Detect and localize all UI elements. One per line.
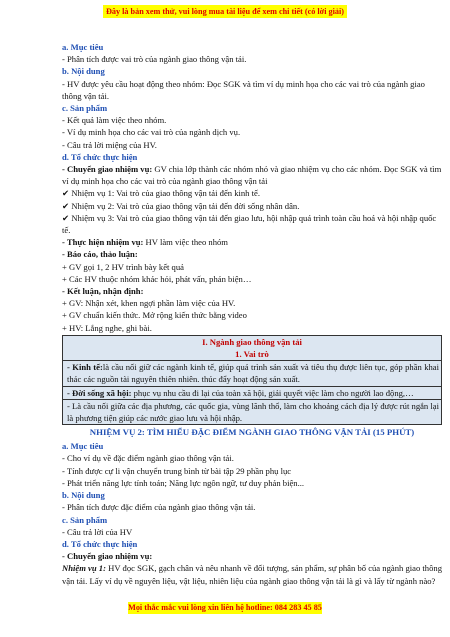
paragraph: - Báo cáo, thảo luận: (62, 249, 138, 260)
box-title: I. Ngành giao thông vận tải (202, 336, 302, 347)
label: - Thực hiện nhiệm vụ: (62, 237, 144, 248)
task-item: ✔ Nhiệm vụ 3: Vai trò của giao thông vận tải đến giao lưu, hội nhập quá trình toàn cầu hoá và hội nhập quốc tế. (62, 212, 437, 236)
section-heading: d. Tổ chức thực hiện (62, 151, 138, 162)
paragraph: - Kết luận, nhận định: (62, 286, 144, 297)
label: - Chuyển giao nhiệm vụ: (62, 164, 153, 175)
knowledge-box (62, 335, 442, 425)
paragraph: - Cho ví dụ về đặc điểm ngành giao thông vận tải. (62, 453, 234, 464)
paragraph: - Tính được cự li vận chuyển trung bình từ bài tập 29 phần phụ lục (62, 465, 292, 476)
paragraph: - Phát triển năng lực tính toán; Năng lực ngôn ngữ, tư duy phản biện... (62, 477, 305, 488)
paragraph: - HV được yêu cầu hoạt động theo nhóm: Đọc SGK và tìm ví dụ minh họa cho các vai trò của ngành giao thông vận tải. (62, 78, 425, 101)
paragraph: + Các HV thuộc nhóm khác hỏi, phát vấn, phản biện… (62, 273, 252, 284)
paragraph (62, 163, 442, 187)
box-row: - Là cầu nối giữa các địa phương, các quốc gia, vùng lãnh thổ, làm cho khoảng cách địa lý được rút ngắn lại là phương tiện giúp các nước giao lưu và hội nhập. (67, 400, 439, 424)
paragraph: - Câu trả lời của HV (62, 526, 133, 537)
task-item: ✔ Nhiệm vụ 2: Vai trò của giao thông vận tải đến đời sống nhân dân. (62, 200, 300, 211)
task-heading: NHIỆM VỤ 2: TÌM HIỂU ĐẶC ĐIỂM NGÀNH GIAO THÔNG VẬN TẢI (15 PHÚT) (89, 427, 415, 438)
paragraph: + HV: Lắng nghe, ghi bài. (62, 322, 152, 333)
paragraph: + GV: Nhận xét, khen ngợi phần làm việc của HV. (62, 298, 236, 309)
paragraph: + GV gọi 1, 2 HV trình bày kết quả (62, 261, 184, 272)
label: - Kinh tế: (67, 362, 103, 373)
hotline-footer: Mọi thắc mắc vui lòng xin liên hệ hotline: 084 283 45 85 (128, 603, 322, 612)
paragraph: + GV chuẩn kiến thức. Mở rộng kiến thức bằng video (62, 310, 247, 321)
section-heading: b. Nội dung (62, 66, 105, 77)
box-row (63, 361, 441, 386)
paragraph: - Phân tích được đặc điểm của ngành giao thông vận tải. (62, 502, 256, 513)
paragraph (62, 236, 442, 248)
text: phục vụ nhu cầu đi lại của toàn xã hội, giải quyết việc làm cho người lao động,… (131, 387, 414, 398)
section-heading: a. Mục tiêu (62, 441, 104, 452)
box-subtitle: 1. Vai trò (63, 348, 441, 361)
section-heading: c. Sản phẩm (62, 514, 108, 525)
task-item: ✔ Nhiệm vụ 1: Vai trò của giao thông vận tải đến kinh tế. (62, 188, 260, 199)
paragraph: - Kết quả làm việc theo nhóm. (62, 115, 167, 126)
text: HV làm việc theo nhóm (143, 237, 228, 248)
label: Nhiệm vụ 1: (62, 563, 106, 574)
text: là cầu nối giữ các ngành kinh tế, giúp quá trình sản xuất và tiêu thụ được liên tục, góp phần khai thác các nguồn tài nguyên thiên nhiên. thúc đẩy hoạt động sản xuất. (67, 362, 440, 385)
paragraph: - Câu trả lời miệng của HV. (62, 139, 157, 150)
paragraph (62, 562, 442, 586)
paragraph: - Chuyển giao nhiệm vụ: (62, 551, 153, 562)
paragraph: - Ví dụ minh họa cho các vai trò của ngành dịch vụ. (62, 127, 241, 138)
text: HV đọc SGK, gạch chân và nêu nhanh về đối tượng, sản phẩm, sự phân bố của ngành giao thông vận tải. Lấy ví dụ về nguyên liệu, vật liệu, nhiên liệu của ngành giao thông vận tải là gì và lấy từ ngành nào? (62, 563, 442, 586)
text: GV chia lớp thành các nhóm nhỏ và giao nhiệm vụ cho các nhóm. Đọc SGK và tìm ví dụ minh họa cho các vai trò của ngành giao thông vận tải (62, 164, 442, 187)
paragraph: - Phân tích được vai trò của ngành giao thông vận tải. (62, 54, 247, 65)
preview-banner: Đây là bản xem thử, vui lòng mua tài liệu để xem chi tiết (có lời giải) (103, 5, 347, 18)
box-row (63, 387, 441, 400)
section-heading: c. Sản phẩm (62, 103, 108, 114)
section-heading: b. Nội dung (62, 490, 105, 501)
label: - Đời sống xã hội: (67, 387, 132, 398)
section-heading: d. Tổ chức thực hiện (62, 538, 138, 549)
document-content (62, 41, 442, 587)
section-heading: a. Mục tiêu (62, 42, 104, 52)
